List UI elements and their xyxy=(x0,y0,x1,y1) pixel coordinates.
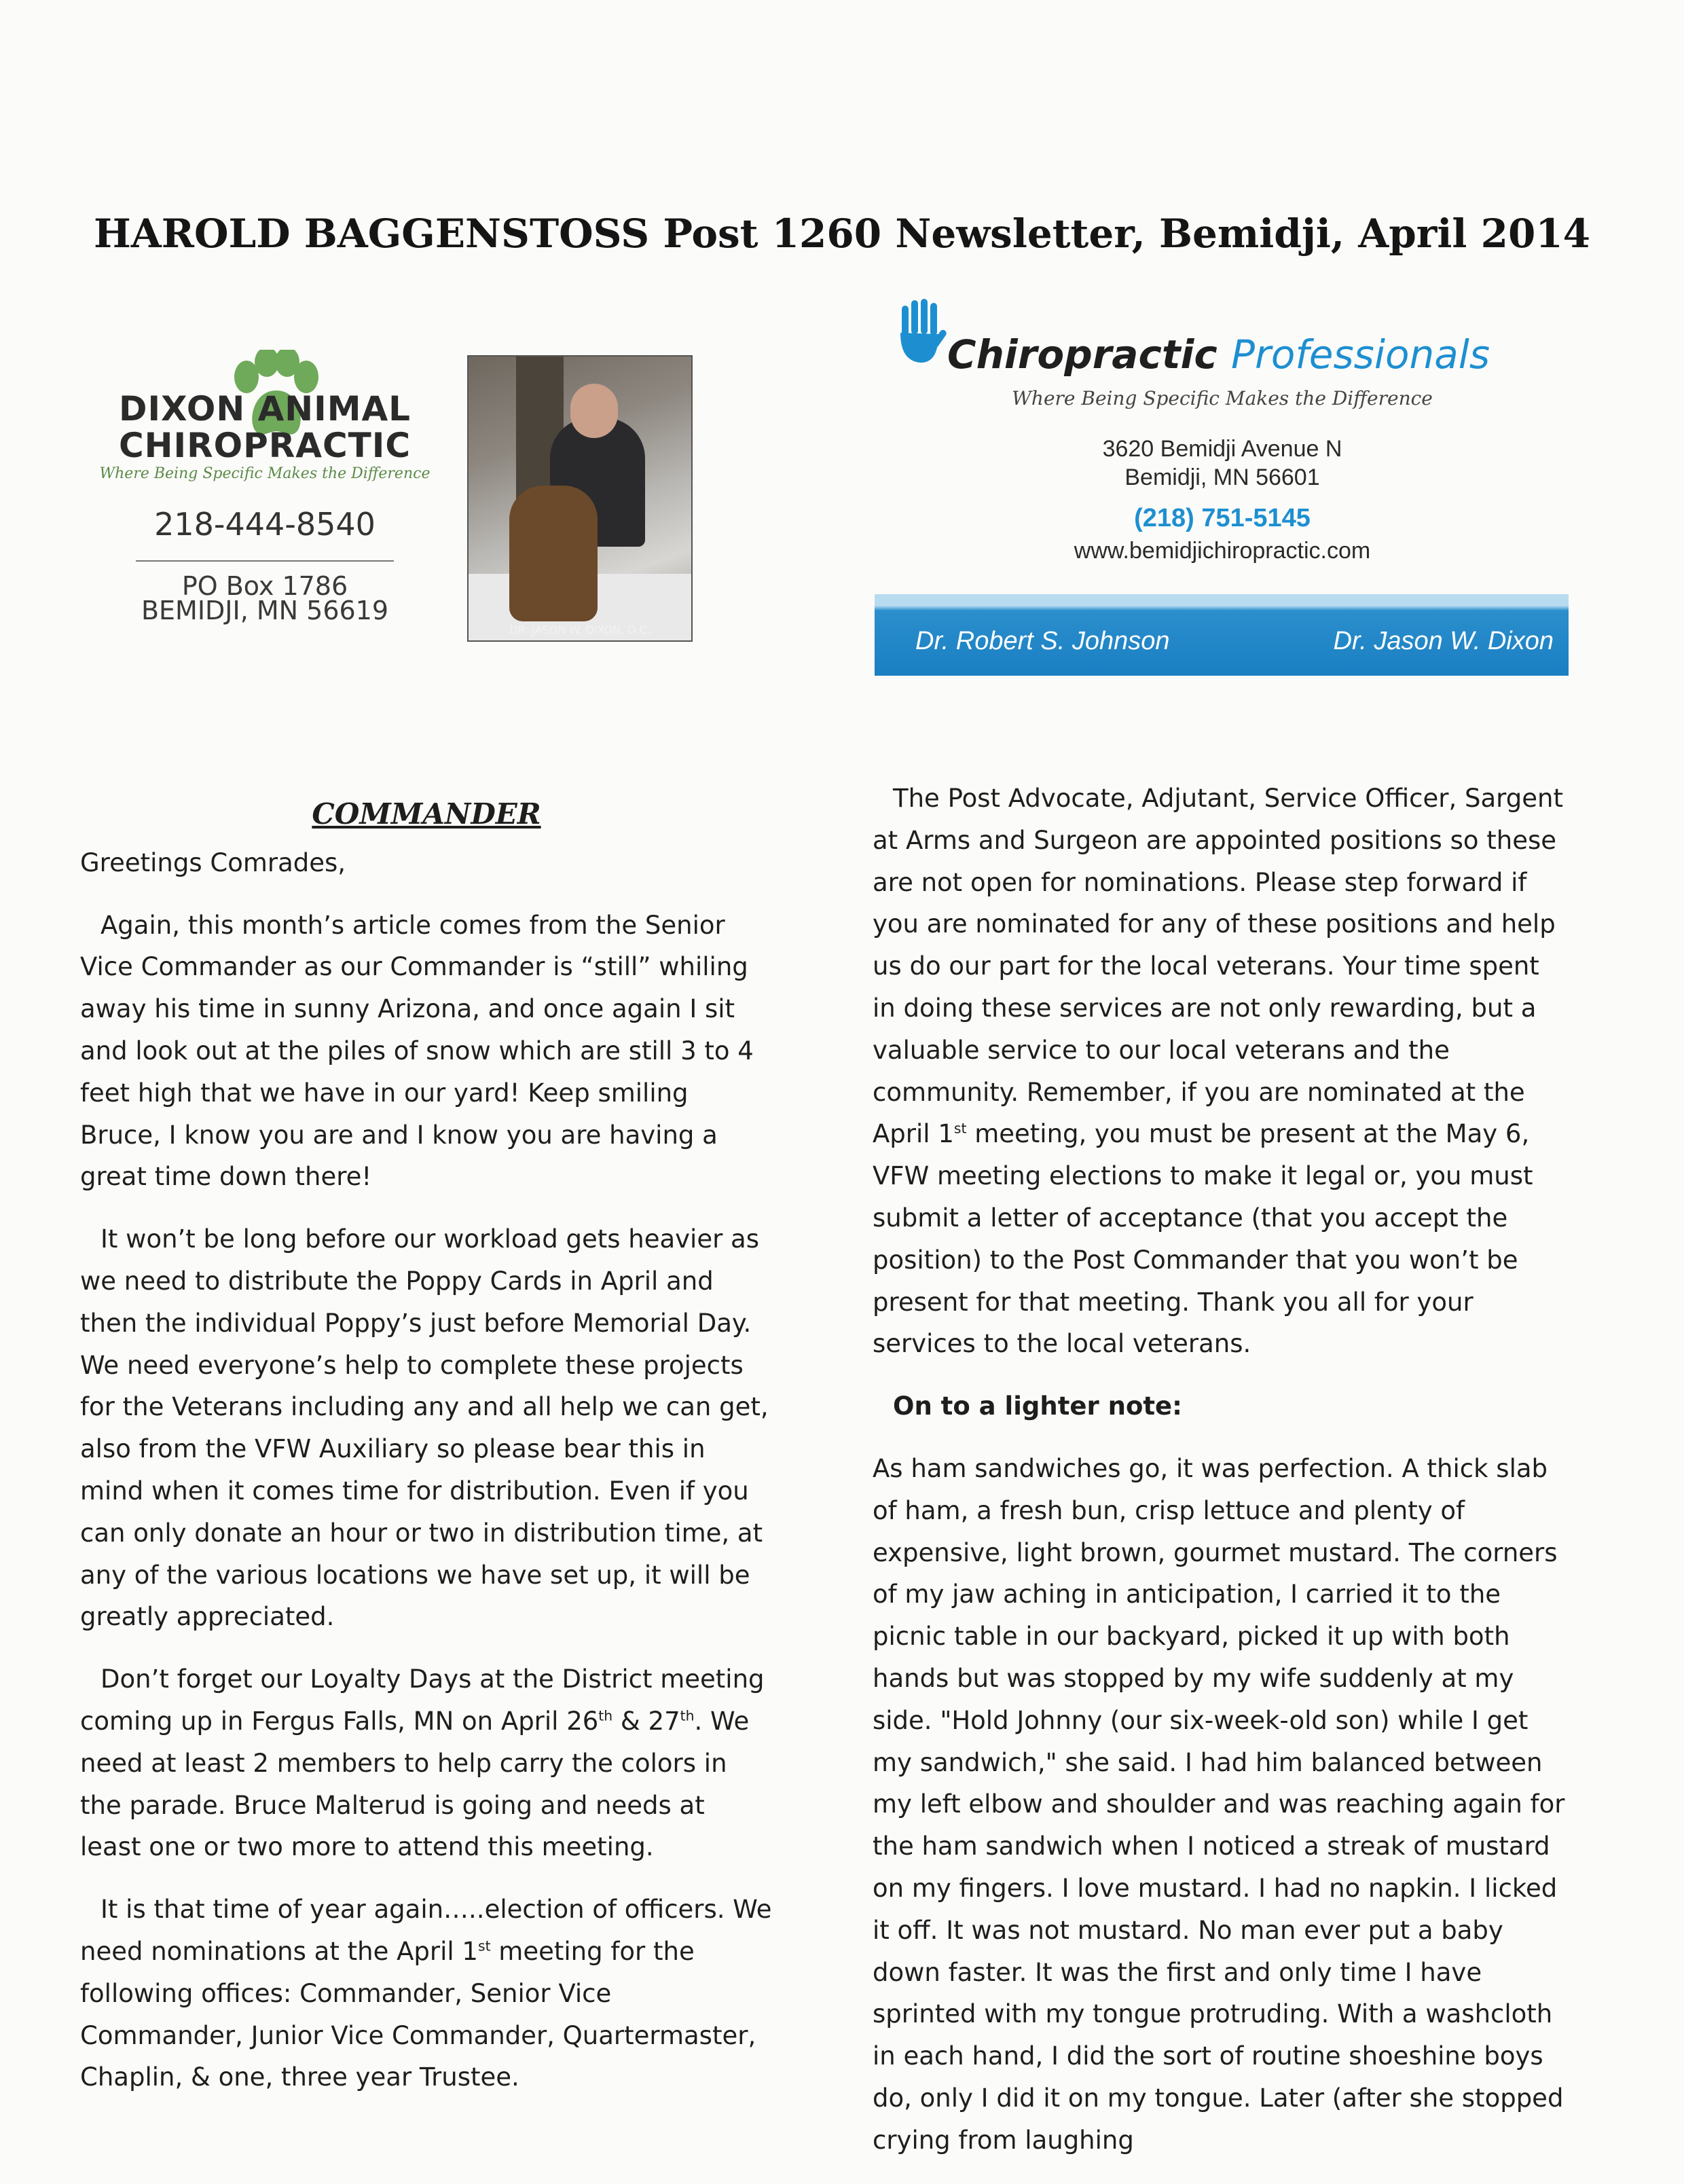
p3-text-a: Don’t forget our Loyalty Days at the District meeting coming up in Fergus Falls, MN on April 26 xyxy=(80,1664,765,1736)
chiropractic-professionals-ad xyxy=(869,292,1575,679)
cp-website: www.bemidjichiropractic.com xyxy=(1074,538,1371,564)
p4-text-b: meeting for the following offices: Commander, Senior Vice Commander, Junior Vice Commander, Quartermaster, Chaplin, & one, three year Trustee. xyxy=(80,1936,756,2092)
rp1-sup: st xyxy=(953,1121,967,1138)
appointed-positions-paragraph xyxy=(873,778,1565,1365)
rp1-text-b: meeting, you must be present at the May 6, VFW meeting elections to make it legal or, you must submit a letter of acceptance (that you accept the position) to the Post Commander that you won’t be present for that meeting. Thank you all for your services to the local veterans. xyxy=(873,1119,1533,1359)
chiropractic-professionals-title xyxy=(947,331,1558,378)
dixon-divider xyxy=(136,560,394,562)
commander-paragraph-4 xyxy=(80,1889,773,2098)
dixon-name-line1: DIXON ANIMAL xyxy=(118,389,411,429)
dixon-address xyxy=(88,571,441,625)
commander-heading: COMMANDER xyxy=(312,797,541,831)
ham-sandwich-story: As ham sandwiches go, it was perfection. A thick slab of ham, a fresh bun, crisp lettuce and plenty of expensive, light brown, gourmet mustard. The corners of my jaw aching in anticipation, I carried it to the picnic table in our backyard, picked it up with both hands but was stopped by my wife suddenly at my side. "Hold Johnny (our six-week-old son) while I get my sandwich," she said. I had him balanced between my left elbow and shoulder and was reaching again for the ham sandwich when I noticed a streak of mustard on my fingers. I love mustard. I had no napkin. I licked it off. It was not mustard. No man ever put a baby down faster. It was the first and only time I have sprinted with my tongue protruding. With a washcloth in each hand, I did the sort of routine shoeshine boys do, only I did it on my tongue. Later (after she stopped crying from laughing xyxy=(873,1453,1565,2155)
rp1-text-a: The Post Advocate, Adjutant, Service Officer, Sargent at Arms and Surgeon are appointed positions so these are not open for nominations. Please step forward if you are nominated for any of these positions and help us do our part for the local veterans. Your time spent in doing these services are not only rewarding, but a valuable service to our local veterans and the community. Remember, if you are nominated at the April 1 xyxy=(873,784,1563,1149)
cp-tagline: Where Being Specific Makes the Difference xyxy=(1012,387,1433,410)
cp-address-line2: Bemidji, MN 56601 xyxy=(1124,465,1320,490)
doctor-with-dog-photo xyxy=(467,355,693,642)
photo-caption: DR. JASON W. DIXON, D.C. xyxy=(509,623,651,636)
dixon-name-line2: CHIROPRACTIC xyxy=(118,426,411,465)
dixon-phone: 218-444-8540 xyxy=(154,506,376,543)
cp-address xyxy=(869,435,1575,492)
dixon-tagline: Where Being Specific Makes the Difference xyxy=(99,465,431,482)
cp-doctors-bar xyxy=(875,594,1569,676)
cp-address-line1: 3620 Bemidji Avenue N xyxy=(1102,436,1342,462)
p3-sup2: th xyxy=(680,1707,695,1724)
left-column xyxy=(80,793,773,2119)
commander-paragraph-2: It won’t be long before our workload gets heavier as we need to distribute the Poppy Cards in April and then the individual Poppy’s just before Memorial Day. We need everyone’s help to complete these projects for the Veterans including any and all help we can get, also from the VFW Auxiliary so please bear this in mind when it comes time for distribution. Even if you can only donate an hour or two in distribution time, at any of the various locations we have set up, it will be greatly appreciated. xyxy=(80,1224,769,1632)
p3-text-b: & 27 xyxy=(612,1706,680,1736)
commander-paragraph-3 xyxy=(80,1658,773,1868)
lighter-note-heading: On to a lighter note: xyxy=(893,1391,1182,1421)
commander-paragraph-1: Again, this month’s article comes from the Senior Vice Commander as our Commander is “still” whiling away his time in sunny Arizona, and once again I sit and look out at the piles of snow which are still 3 to 4 feet high that we have in our yard! Keep smiling Bruce, I know you are and I know you are having a great time down there! xyxy=(80,910,754,1192)
cp-title-part1: Chiropractic xyxy=(947,331,1218,378)
greeting: Greetings Comrades, xyxy=(80,848,346,877)
p4-sup: st xyxy=(477,1937,491,1954)
p3-sup1: th xyxy=(598,1707,613,1724)
dixon-address-line1: PO Box 1786 xyxy=(181,571,348,601)
cp-phone: (218) 751-5145 xyxy=(1134,504,1311,532)
cp-title-part2: Professionals xyxy=(1231,331,1490,378)
p4-text-a: It is that time of year again…..election of officers. We need nominations at the April 1 xyxy=(80,1895,772,1966)
dixon-address-line2: BEMIDJI, MN 56619 xyxy=(141,596,389,625)
newsletter-title: HAROLD BAGGENSTOSS Post 1260 Newsletter, Bemidji, April 2014 xyxy=(93,211,1591,257)
dixon-clinic-name xyxy=(88,390,441,464)
right-column xyxy=(873,778,1565,2182)
hand-icon xyxy=(896,299,951,367)
dixon-animal-chiropractic-ad xyxy=(88,343,441,642)
photo-dog xyxy=(509,486,598,621)
p3-text-c: . We need at least 2 members to help carry the colors in the parade. Bruce Malterud is going and needs at least one or two more to attend this meeting. xyxy=(80,1706,750,1862)
cp-doctor-dixon: Dr. Jason W. Dixon xyxy=(1333,627,1554,655)
photo-head xyxy=(570,384,618,438)
cp-doctor-johnson: Dr. Robert S. Johnson xyxy=(915,627,1170,655)
